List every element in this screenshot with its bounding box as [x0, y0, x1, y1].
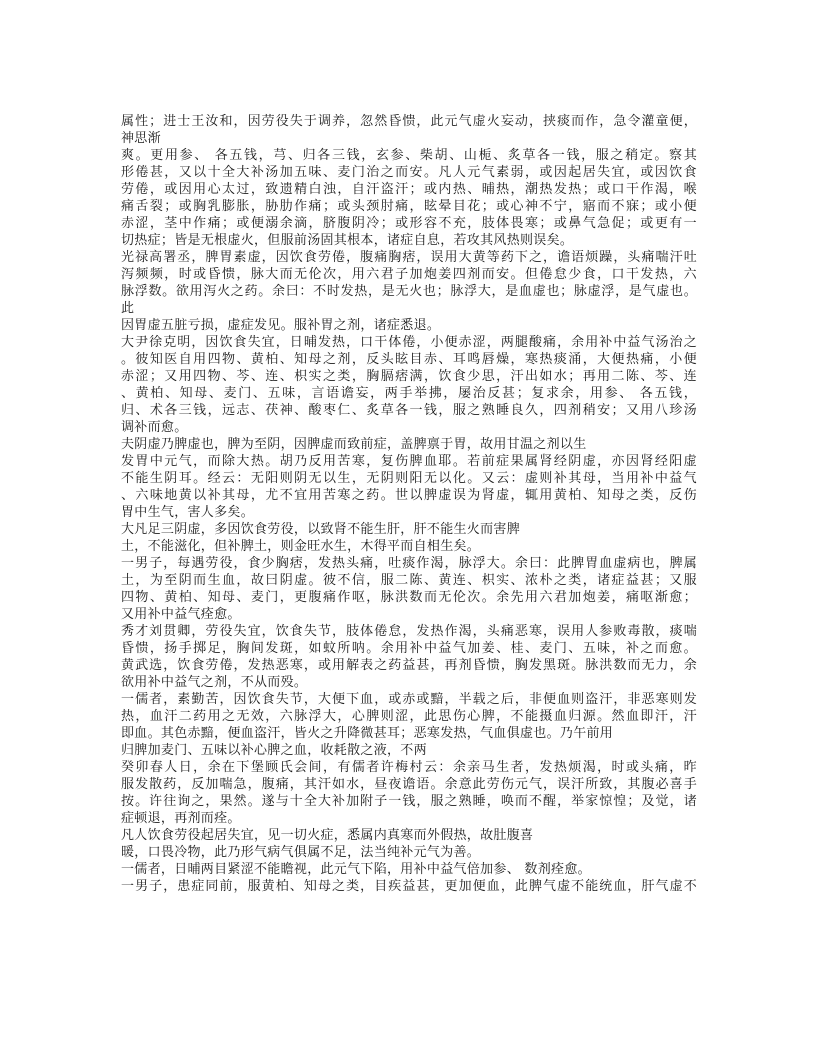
text-line: 暖，口畏冷物，此乃形气病气俱属不足，法当纯补元气为善。 — [121, 845, 481, 860]
text-line: 凡人饮食劳役起居失宜，见一切火症，悉属内真寒而外假热，故肚腹喜 — [121, 828, 534, 843]
text-line: 调补而愈。 — [121, 420, 188, 435]
text-line: 大尹徐克明，因饮食失宜，日晡发热，口干体倦，小便赤涩，两腿酸痛，余用补中益气汤治之 — [121, 335, 697, 350]
text-line: 一儒者，素勤苦，因饮食失节，大便下血，或赤或黯，半载之后，非便血则盗汗，非恶寒则发 — [121, 692, 697, 707]
text-line: 因胃虚五脏亏损，虚症发见。服补胃之剂，诸症悉退。 — [121, 318, 441, 333]
text-line: 神思渐 — [121, 131, 161, 146]
text-line: 胃中生气，害人多矣。 — [121, 505, 255, 520]
text-line: 服发散药，反加喘急，腹痛，其汗如水，昼夜谵语。余意此劳伤元气，误汗所致，其腹必喜手 — [121, 777, 697, 792]
text-line: 泻频频，时或昏愦，脉大而无伦次，用六君子加炮姜四剂而安。但倦怠少食，口干发热，六 — [121, 267, 697, 282]
text-line: 按。许往询之，果然。遂与十全大补加附子一钱，服之熟睡，唤而不醒，举家惊惶；及觉，诸 — [121, 794, 697, 809]
text-line: 归、术各三钱，远志、茯神、酸枣仁、炙草各一钱，服之熟睡良久，四剂稍安；又用八珍汤 — [121, 403, 697, 418]
text-line: 属性；进士王汝和，因劳役失于调养，忽然昏愦，此元气虚火妄动，挟痰而作，急令灌童便， — [121, 114, 697, 129]
text-line: 土，不能滋化，但补脾土，则金旺水生，木得平而自相生矣。 — [121, 539, 481, 554]
text-line: 不能生阴耳。经云：无阳则阴无以生，无阴则阳无以化。又云：虚则补其母，当用补中益气 — [121, 471, 697, 486]
text-line: 大凡足三阴虚，多因饮食劳役，以致肾不能生肝，肝不能生火而害脾 — [121, 522, 521, 537]
text-line: 赤涩，茎中作痛；或便溺余滴，脐腹阴冷；或形容不充，肢体畏寒；或鼻气急促；或更有一 — [121, 216, 697, 231]
text-line: 劳倦，或因用心太过，致遗精白浊，自汗盗汗；或内热、晡热，潮热发热；或口干作渴，喉 — [121, 182, 697, 197]
text-line: 切热症；皆是无根虚火，但服前汤固其根本，诸症自息，若攻其风热则误矣。 — [121, 233, 574, 248]
document-body — [121, 113, 697, 895]
text-line: 热，血汗二药用之无效，六脉浮大，心脾则涩，此思伤心脾，不能摄血归源。然血即汗，汗 — [121, 709, 697, 724]
text-line: 发胃中元气，而除大热。胡乃反用苦寒，复伤脾血耶。若前症果属肾经阴虚，亦因肾经阳虚 — [121, 454, 697, 469]
text-line: 土，为至阴而生血，故曰阴虚。彼不信，服二陈、黄连、枳实、浓朴之类，诸症益甚；又服 — [121, 573, 697, 588]
text-line: 此 — [121, 301, 135, 316]
text-line: 、六味地黄以补其母，尤不宜用苦寒之药。世以脾虚误为肾虚，辄用黄柏、知母之类，反伤 — [121, 488, 697, 503]
text-line: 、黄柏、知母、麦门、五味，言语谵妄，两手举拂，屡治反甚；复求余，用参、 各五钱， — [121, 386, 697, 401]
text-line: 光禄高署丞，脾胃素虚，因饮食劳倦，腹痛胸痞，误用大黄等药下之，谵语烦躁，头痛喘汗吐 — [121, 250, 697, 265]
text-line: 脉浮数。欲用泻火之药。余曰：不时发热，是无火也；脉浮大，是血虚也；脉虚浮，是气虚也。 — [121, 284, 697, 299]
text-line: 秀才刘贯卿，劳役失宜，饮食失节，肢体倦怠，发热作渴，头痛恶寒，误用人参败毒散，痰喘 — [121, 624, 697, 639]
text-line: 夫阴虚乃脾虚也，脾为至阴，因脾虚而致前症，盖脾禀于胃，故用甘温之剂以生 — [121, 437, 587, 452]
text-line: 又用补中益气痊愈。 — [121, 607, 241, 622]
text-line: 昏愦，扬手掷足，胸间发斑，如蚊所呐。余用补中益气加姜、桂、麦门、五味，补之而愈。 — [121, 641, 697, 656]
text-line: 形倦甚，又以十全大补汤加五味、麦门治之而安。凡人元气素弱，或因起居失宜，或因饮食 — [121, 165, 697, 180]
text-line: 癸卯春人日，余在下堡顾氏会间，有儒者许梅村云：余亲马生者，发热烦渴，时或头痛，昨 — [121, 760, 697, 775]
text-line: 欲用补中益气之剂，不从而殁。 — [121, 675, 308, 690]
text-line: 症顿退，再剂而痊。 — [121, 811, 241, 826]
text-line: 一男子，每遇劳役，食少胸痞，发热头痛，吐痰作渴，脉浮大。余曰：此脾胃血虚病也，脾属 — [121, 556, 697, 571]
text-line: 黄武选，饮食劳倦，发热恶寒，或用解表之药益甚，再剂昏愦，胸发黑斑。脉洪数而无力，余 — [121, 658, 697, 673]
text-line: 归脾加麦门、五味以补心脾之血，收耗散之液，不两 — [121, 743, 427, 758]
text-line: 。彼知医自用四物、黄柏、知母之剂，反头眩目赤、耳鸣唇燥，寒热痰涌，大便热痛，小便 — [121, 352, 697, 367]
text-line: 爽。更用参、 各五钱，芎、归各三钱，玄参、柴胡、山栀、炙草各一钱，服之稍定。察其 — [121, 148, 697, 163]
text-line: 赤涩；又用四物、芩、连、枳实之类，胸膈痞满，饮食少思，汗出如水；再用二陈、芩、连 — [121, 369, 697, 384]
text-line: 痛舌裂；或胸乳膨胀，胁肋作痛；或头颈肘痛，眩晕目花；或心神不宁，寤而不寐；或小便 — [121, 199, 697, 214]
text-line: 四物、黄柏、知母、麦门，更腹痛作呕，脉洪数而无伦次。余先用六君加炮姜，痛呕渐愈； — [121, 590, 697, 605]
text-line: 即血。其色赤黯，便血盗汗，皆火之升降微甚耳；恶寒发热，气血俱虚也。乃午前用 — [121, 726, 614, 741]
text-line: 一男子，患症同前，服黄柏、知母之类，目疾益甚，更加便血，此脾气虚不能统血，肝气虚不 — [121, 879, 697, 894]
text-line: 一儒者，日晡两目紧涩不能瞻视，此元气下陷，用补中益气倍加参、 数剂痊愈。 — [121, 862, 591, 877]
